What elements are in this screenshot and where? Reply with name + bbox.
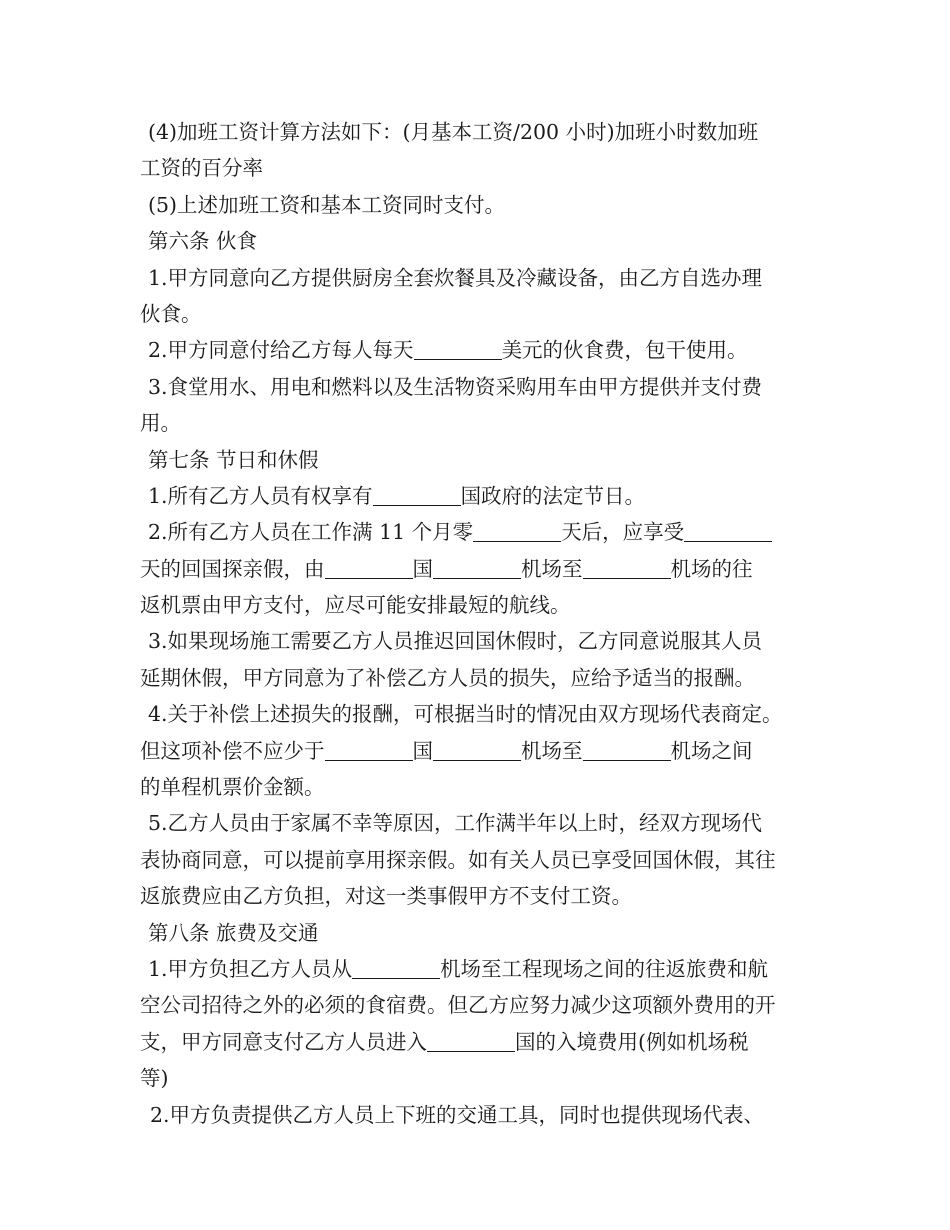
- paragraph-line: [140, 1024, 815, 1060]
- text-segment: 2.所有乙方人员在工作满 11 个月零: [148, 520, 474, 545]
- paragraph-line: 3.食堂用水、用电和燃料以及生活物资采购用车由甲方提供并支付费: [148, 374, 763, 399]
- paragraph-line: 2.甲方负责提供乙方人员上下班的交通工具，同时也提供现场代表、: [150, 1102, 765, 1127]
- paragraph-line: [140, 733, 815, 769]
- text-segment: 机场之间: [670, 738, 753, 763]
- text-segment: 机场至: [521, 738, 583, 763]
- fill-in-blank: [427, 1029, 515, 1052]
- paragraph-line: 伙食。: [140, 301, 202, 326]
- text-segment: 2.甲方同意付给乙方每人每天: [148, 338, 414, 363]
- text-segment: 支，甲方同意支付乙方人员进入: [140, 1029, 427, 1054]
- text-segment: 1.甲方负担乙方人员从: [148, 956, 353, 981]
- paragraph-line: 工资的百分率: [140, 156, 263, 181]
- paragraph-line: [140, 332, 815, 368]
- paragraph-line: [140, 514, 815, 550]
- fill-in-blank: [433, 738, 521, 761]
- section-heading-7: 第七条 节日和休假: [148, 447, 319, 472]
- fill-in-blank: [414, 337, 502, 360]
- paragraph-line: 空公司招待之外的必须的食宿费。但乙方应努力减少这项额外费用的开: [140, 993, 776, 1018]
- section-heading-8: 第八条 旅费及交通: [148, 920, 319, 945]
- paragraph-line: 4.关于补偿上述损失的报酬，可根据当时的情况由双方现场代表商定。: [148, 702, 783, 727]
- section-heading-6: 第六条 伙食: [148, 229, 258, 254]
- text-segment: 国: [412, 738, 433, 763]
- paragraph-line: 表协商同意，可以提前享用探亲假。如有关人员已享受回国休假，其往: [140, 847, 776, 872]
- text-segment: 机场至工程现场之间的往返旅费和航: [440, 956, 769, 981]
- paragraph-line: [140, 478, 815, 514]
- fill-in-blank: [373, 483, 461, 506]
- text-segment: 天的回国探亲假，由: [140, 556, 325, 581]
- fill-in-blank: [583, 556, 671, 579]
- paragraph-line: 1.甲方同意向乙方提供厨房全套炊餐具及冷藏设备，由乙方自选办理: [148, 265, 763, 290]
- paragraph-line: 返旅费应由乙方负担，对这一类事假甲方不支付工资。: [140, 884, 632, 909]
- paragraph-line: [140, 551, 815, 587]
- fill-in-blank: [325, 556, 413, 579]
- fill-in-blank: [684, 519, 772, 542]
- paragraph-line: 返机票由甲方支付，应尽可能安排最短的航线。: [140, 593, 571, 618]
- text-segment: 1.所有乙方人员有权享有: [148, 483, 373, 508]
- text-segment: 国政府的法定节日。: [460, 483, 646, 508]
- text-segment: 美元的伙食费，包干使用。: [501, 338, 748, 363]
- text-segment: 国: [412, 556, 433, 581]
- text-segment: 天后，应享受: [561, 520, 685, 545]
- text-segment: 国的入境费用(例如机场税: [515, 1029, 749, 1054]
- paragraph-line: (5)上述加班工资和基本工资同时支付。: [148, 192, 506, 217]
- fill-in-blank: [352, 956, 440, 979]
- text-segment: 机场的往: [670, 556, 753, 581]
- paragraph-line: 等): [140, 1066, 169, 1091]
- fill-in-blank: [325, 738, 413, 761]
- text-segment: 机场至: [521, 556, 583, 581]
- paragraph-line: [140, 951, 815, 987]
- fill-in-blank: [473, 519, 561, 542]
- paragraph-line: 5.乙方人员由于家属不幸等原因，工作满半年以上时，经双方现场代: [148, 811, 763, 836]
- paragraph-line: 3.如果现场施工需要乙方人员推迟回国休假时，乙方同意说服其人员: [148, 629, 763, 654]
- paragraph-line: 延期休假，甲方同意为了补偿乙方人员的损失，应给予适当的报酬。: [140, 665, 755, 690]
- document-body: [140, 114, 815, 1133]
- paragraph-line: 用。: [140, 411, 181, 436]
- paragraph-line: 的单程机票价金额。: [140, 775, 325, 800]
- fill-in-blank: [583, 738, 671, 761]
- paragraph-line: (4)加班工资计算方法如下：(月基本工资/200 小时)加班小时数加班: [148, 120, 759, 144]
- fill-in-blank: [433, 556, 521, 579]
- text-segment: 但这项补偿不应少于: [140, 738, 325, 763]
